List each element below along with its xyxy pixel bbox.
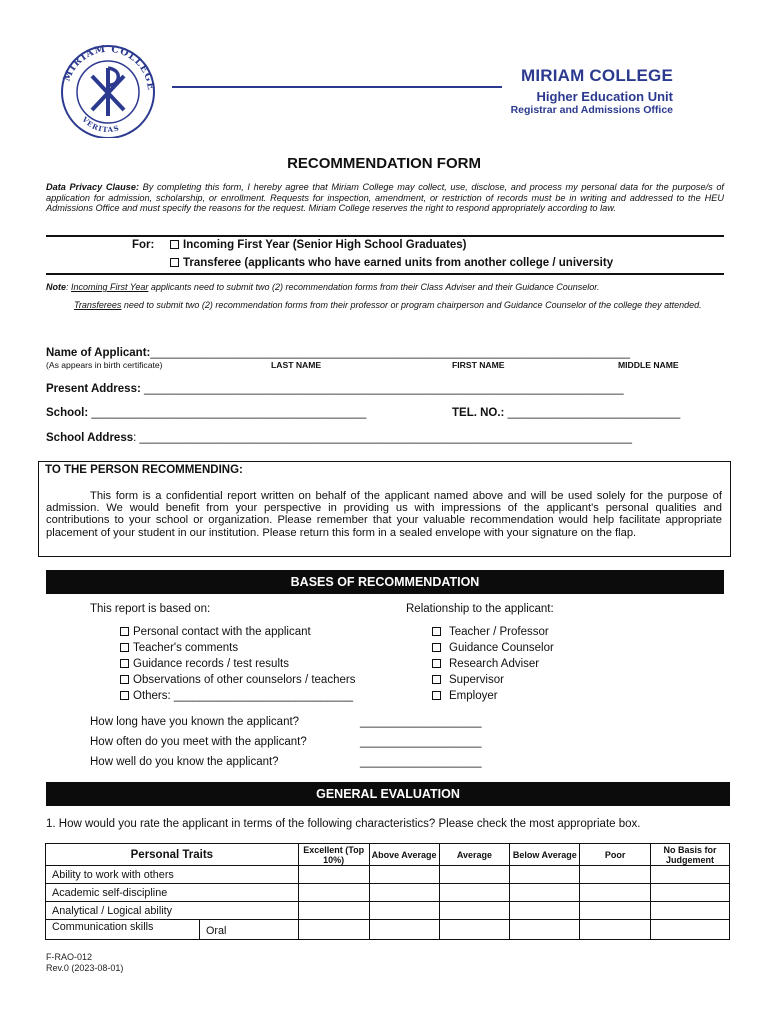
note-first-year: Note: Incoming First Year applicants need to submit two (2) recommendation forms from their Class Adviser and their Guidance Counselor.	[46, 282, 600, 292]
rating-cell[interactable]	[580, 902, 651, 920]
checkbox-icon[interactable]	[120, 627, 129, 636]
rating-cell[interactable]	[510, 866, 580, 884]
based-on-label: This report is based on:	[90, 603, 211, 615]
rating-cell[interactable]	[510, 884, 580, 902]
applicant-type-transferee[interactable]: Transferee (applicants who have earned units from another college / university	[170, 257, 613, 269]
traits-rating-table	[45, 843, 730, 940]
column-header: Below Average	[510, 844, 580, 866]
answer-how-well[interactable]: ___________________	[360, 756, 482, 768]
trait-label: Academic self-discipline	[46, 884, 299, 902]
checkbox-icon[interactable]	[432, 627, 441, 636]
column-header: Above Average	[369, 844, 439, 866]
rating-cell[interactable]	[298, 902, 369, 920]
checkbox-icon[interactable]	[432, 675, 441, 684]
tel-no-field[interactable]: TEL. NO.: ___________________________	[452, 407, 681, 419]
question-how-well: How well do you know the applicant?	[90, 756, 279, 768]
applicant-type-first-year[interactable]: Incoming First Year (Senior High School Graduates)	[170, 239, 467, 251]
basis-teacher-comments[interactable]: Teacher's comments	[120, 642, 238, 654]
rating-cell[interactable]	[369, 866, 439, 884]
checkbox-icon[interactable]	[120, 675, 129, 684]
trait-label: Ability to work with others	[46, 866, 299, 884]
trait-label: Communication skills	[52, 921, 154, 933]
form-title: RECOMMENDATION FORM	[287, 155, 481, 172]
recommending-title: TO THE PERSON RECOMMENDING:	[45, 464, 243, 476]
column-header: Excellent (Top 10%)	[298, 844, 369, 866]
trait-label-cell	[46, 920, 299, 940]
answer-how-often[interactable]: ___________________	[360, 736, 482, 748]
relationship-employer[interactable]: Employer	[432, 690, 498, 702]
privacy-label: Data Privacy Clause:	[46, 182, 140, 192]
rating-cell[interactable]	[580, 866, 651, 884]
trait-label: Analytical / Logical ability	[46, 902, 299, 920]
table-row	[46, 884, 730, 902]
svg-text:VERITAS: VERITAS	[80, 114, 121, 135]
form-code: F-RAO-012	[46, 952, 93, 962]
first-name-label: FIRST NAME	[452, 360, 505, 370]
bases-heading: BASES OF RECOMMENDATION	[46, 570, 724, 594]
divider-bottom	[46, 273, 724, 275]
rating-cell[interactable]	[369, 920, 439, 940]
rating-cell[interactable]	[439, 866, 510, 884]
basis-guidance-records[interactable]: Guidance records / test results	[120, 658, 289, 670]
checkbox-icon[interactable]	[120, 643, 129, 652]
rating-cell[interactable]	[651, 920, 730, 940]
present-address-field[interactable]: Present Address: ___________________________________________________________________________	[46, 383, 624, 395]
rating-cell[interactable]	[580, 920, 651, 940]
form-revision: Rev.0 (2023-08-01)	[46, 962, 124, 973]
data-privacy-clause	[46, 182, 724, 214]
college-seal-logo	[54, 42, 162, 138]
form-footer	[46, 952, 123, 973]
header-divider	[172, 86, 502, 88]
basis-others[interactable]: Others: ____________________________	[120, 690, 353, 702]
checkbox-icon[interactable]	[432, 643, 441, 652]
rating-cell[interactable]	[439, 902, 510, 920]
svg-text:MIRIAM COLLEGE: MIRIAM COLLEGE	[61, 43, 157, 92]
table-header-row	[46, 844, 730, 866]
recommending-body: This form is a confidential report written on behalf of the applicant named above and will be used solely for the purpose of admission. We would benefit from your perspective in providing us with impressions of the applicant's personal qualities and contributions to your school or organization. Please remember that your valuable recommendation would help facilitate appropriate placement of your student in our institution. Please return this form in a sealed envelope with your signature on the flap.	[46, 490, 722, 539]
basis-personal-contact[interactable]: Personal contact with the applicant	[120, 626, 311, 638]
relationship-supervisor[interactable]: Supervisor	[432, 674, 504, 686]
oral-sub-label: Oral	[199, 920, 298, 939]
column-header: Personal Traits	[46, 844, 299, 866]
basis-observations[interactable]: Observations of other counselors / teachers	[120, 674, 355, 686]
college-name: MIRIAM COLLEGE	[520, 66, 673, 85]
relationship-teacher[interactable]: Teacher / Professor	[432, 626, 549, 638]
last-name-label: LAST NAME	[271, 360, 322, 370]
evaluation-heading: GENERAL EVALUATION	[46, 782, 730, 806]
rating-cell[interactable]	[651, 884, 730, 902]
question-how-long: How long have you known the applicant?	[90, 716, 300, 728]
relationship-research-adviser[interactable]: Research Adviser	[432, 658, 539, 670]
checkbox-icon[interactable]	[170, 258, 179, 267]
office-name: Registrar and Admissions Office	[510, 104, 673, 116]
rating-cell[interactable]	[651, 866, 730, 884]
note-transferees: Transferees need to submit two (2) recommendation forms from their professor or program chairperson and Guidance Counselor of the college they attended.	[74, 300, 702, 310]
school-address-field[interactable]: School Address: _____________________________________________________________________________	[46, 432, 632, 444]
for-label: For:	[132, 239, 155, 251]
rating-cell[interactable]	[510, 920, 580, 940]
name-of-applicant-field[interactable]: Name of Applicant:___________________________________________________________________________	[46, 347, 631, 359]
privacy-text: By completing this form, I hereby agree that Miriam College may collect, use, disclose, and process my personal data for the purpose/s of application for admission, scholarship, or enrollment. Requests for inspection, amendment, or restriction of records must be in writing and addressed to the HEU Admissions Office and must specify the reasons for the request. Miriam College reserves the right to respond appropriately according to law.	[46, 182, 724, 214]
column-header: No Basis for Judgement	[651, 844, 730, 866]
checkbox-icon[interactable]	[120, 691, 129, 700]
middle-name-label: MIDDLE NAME	[618, 360, 679, 370]
rating-cell[interactable]	[439, 884, 510, 902]
birth-certificate-note: (As appears in birth certificate)	[46, 360, 163, 370]
unit-name: Higher Education Unit	[536, 89, 673, 104]
relationship-label: Relationship to the applicant:	[406, 603, 554, 615]
rating-cell[interactable]	[651, 902, 730, 920]
checkbox-icon[interactable]	[120, 659, 129, 668]
relationship-guidance[interactable]: Guidance Counselor	[432, 642, 554, 654]
checkbox-icon[interactable]	[170, 240, 179, 249]
rating-cell[interactable]	[298, 866, 369, 884]
question-how-often: How often do you meet with the applicant?	[90, 736, 307, 748]
column-header: Average	[439, 844, 510, 866]
checkbox-icon[interactable]	[432, 659, 441, 668]
checkbox-icon[interactable]	[432, 691, 441, 700]
school-field[interactable]: School: ___________________________________________	[46, 407, 367, 419]
column-header: Poor	[580, 844, 651, 866]
evaluation-question: 1. How would you rate the applicant in terms of the following characteristics? Please check the most appropriate box.	[46, 818, 641, 830]
table-row	[46, 866, 730, 884]
divider-top	[46, 235, 724, 237]
rating-cell[interactable]	[369, 902, 439, 920]
table-row	[46, 920, 730, 940]
table-row	[46, 902, 730, 920]
rating-cell[interactable]	[439, 920, 510, 940]
rating-cell[interactable]	[580, 884, 651, 902]
rating-cell[interactable]	[298, 884, 369, 902]
answer-how-long[interactable]: ___________________	[360, 716, 482, 728]
rating-cell[interactable]	[298, 920, 369, 940]
rating-cell[interactable]	[510, 902, 580, 920]
rating-cell[interactable]	[369, 884, 439, 902]
